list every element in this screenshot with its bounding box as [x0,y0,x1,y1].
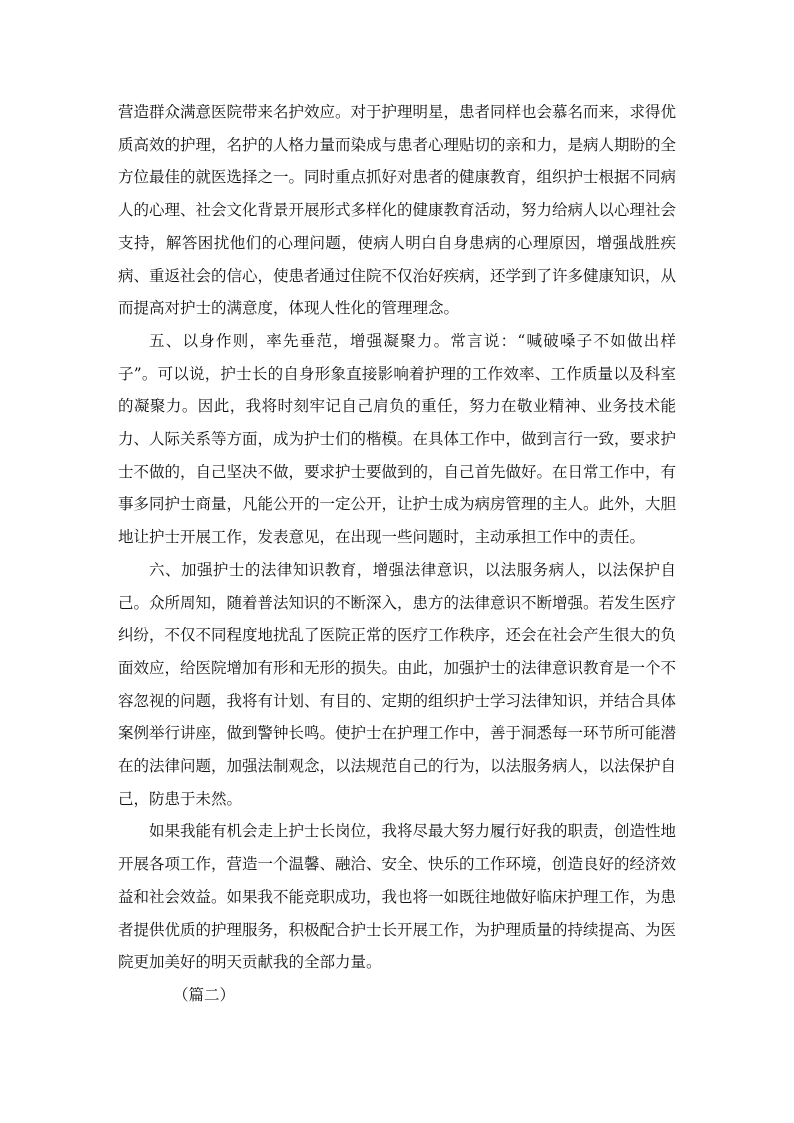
paragraph-conclusion: 如果我能有机会走上护士长岗位，我将尽最大努力履行好我的职责，创造性地开展各项工作，营造一个温馨、融洽、安全、快乐的工作环境，创造良好的经济效益和社会效益。如果我不能竞职成功，我也将一如既往地做好临床护理工作，为患者提供优质的护理服务，积极配合护士长开展工作，为护理质量的持续提高、为医院更加美好的明天贡献我的全部力量。 [118,822,677,972]
paragraph-section-five: 五、以身作则，率先垂范，增强凝聚力。常言说：“喊破嗓子不如做出样子”。可以说，护士长的自身形象直接影响着护理的工作效率、工作质量以及科室的凝聚力。因此，我将时刻牢记自己肩负的重任，努力在敬业精神、业务技术能力、人际关系等方面，成为护士们的楷模。在具体工作中，做到言行一致，要求护士不做的，自己坚决不做，要求护士要做到的，自己首先做好。在日常工作中，有事多同护士商量，凡能公开的一定公开，让护士成为病房管理的主人。此外，大胆地让护士开展工作，发表意见，在出现一些问题时，主动承担工作中的责任。 [118,331,677,547]
paragraph-section-six: 六、加强护士的法律知识教育，增强法律意识，以法服务病人，以法保护自己。众所周知，随着普法知识的不断深入，患方的法律意识不断增强。若发生医疗纠纷，不仅不同程度地扰乱了医院正常的医疗工作秩序，还会在社会产生很大的负面效应，给医院增加有形和无形的损失。由此，加强护士的法律意识教育是一个不容忽视的问题，我将有计划、有目的、定期的组织护士学习法律知识，并结合具体案例举行讲座，做到警钟长鸣。使护士在护理工作中，善于洞悉每一环节所可能潜在的法律问题，加强法制观念，以法规范自己的行为，以法服务病人，以法保护自己，防患于未然。 [118,560,677,808]
document-body [118,96,676,1012]
paragraph-continued: 营造群众满意医院带来名护效应。对于护理明星，患者同样也会慕名而来，求得优质高效的护理，名护的人格力量而染成与患者心理贴切的亲和力，是病人期盼的全方位最佳的就医选择之一。同时重点抓好对患者的健康教育，组织护士根据不同病人的心理、社会文化背景开展形式多样化的健康教育活动，努力给病人以心理社会支持，解答困扰他们的心理问题，使病人明白自身患病的心理原因，增强战胜疾病、重返社会的信心，使患者通过住院不仅治好疾病，还学到了许多健康知识，从而提高对护士的满意度，体现人性化的管理理念。 [118,103,677,318]
section-marker: （篇二） [173,985,236,1004]
